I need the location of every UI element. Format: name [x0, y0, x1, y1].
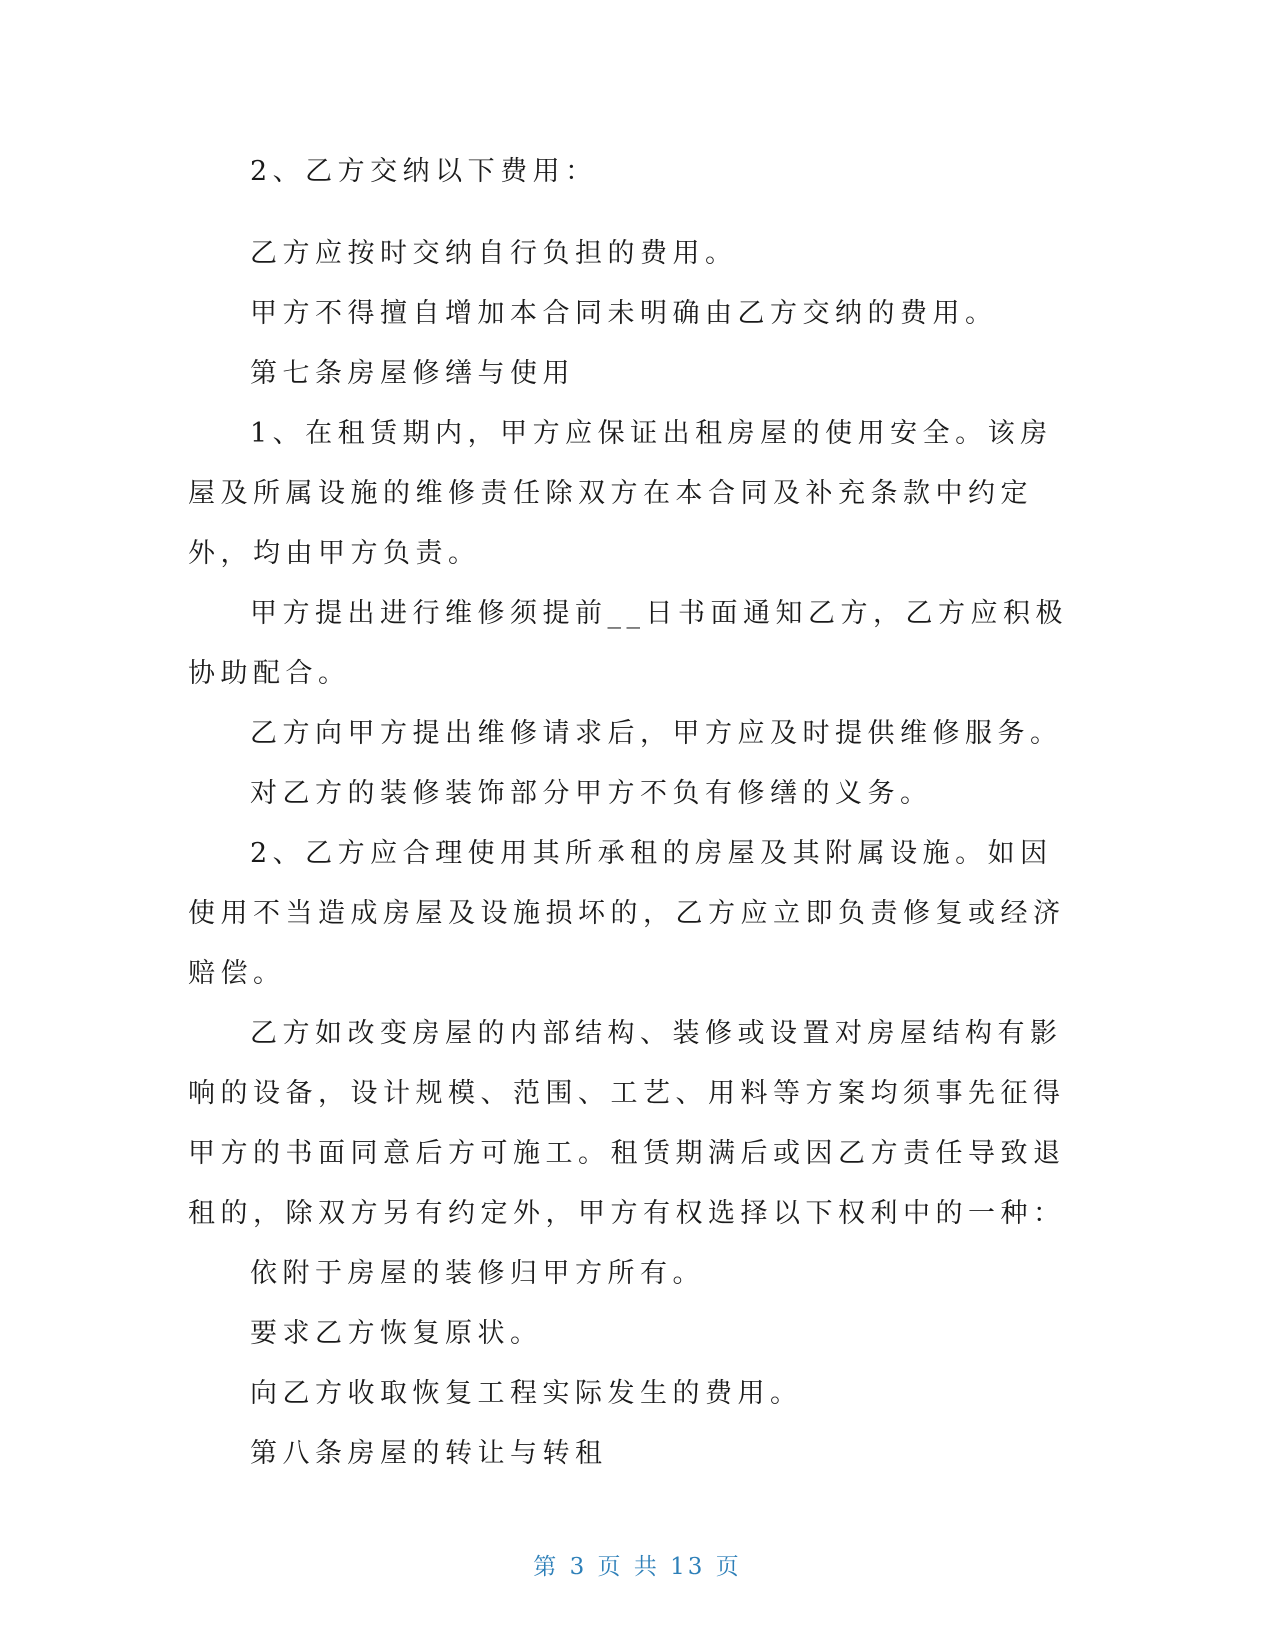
paragraph: 依附于房屋的装修归甲方所有。 — [250, 1258, 705, 1289]
page-number: 第 3 页 共 13 页 — [533, 1554, 742, 1580]
paragraph: 要求乙方恢复原状。 — [250, 1318, 543, 1349]
paragraph: 甲方提出进行维修须提前__日书面通知乙方，乙方应积极协助配合。 — [188, 598, 1068, 689]
paragraph-fees-heading: 2、乙方交纳以下费用： — [250, 156, 598, 187]
paragraph: 对乙方的装修装饰部分甲方不负有修缮的义务。 — [250, 778, 933, 809]
paragraph: 乙方应按时交纳自行负担的费用。 — [250, 238, 738, 269]
paragraph: 乙方向甲方提出维修请求后，甲方应及时提供维修服务。 — [250, 718, 1063, 749]
paragraph: 2、乙方应合理使用其所承租的房屋及其附属设施。如因使用不当造成房屋及设施损坏的，乙方应立即负责修复或经济赔偿。 — [188, 838, 1066, 989]
paragraph: 甲方不得擅自增加本合同未明确由乙方交纳的费用。 — [250, 298, 998, 329]
section-heading-article-7: 第七条房屋修缮与使用 — [250, 358, 575, 389]
paragraph: 向乙方收取恢复工程实际发生的费用。 — [250, 1378, 803, 1409]
paragraph: 1、在租赁期内，甲方应保证出租房屋的使用安全。该房屋及所属设施的维修责任除双方在本合同及补充条款中约定外，均由甲方负责。 — [188, 418, 1053, 569]
paragraph: 乙方如改变房屋的内部结构、装修或设置对房屋结构有影响的设备，设计规模、范围、工艺、用料等方案均须事先征得甲方的书面同意后方可施工。租赁期满后或因乙方责任导致退租的，除双方另有约定外，甲方有权选择以下权利中的一种： — [188, 1018, 1066, 1229]
section-heading-article-8: 第八条房屋的转让与转租 — [250, 1438, 608, 1469]
document-body — [188, 142, 1078, 1484]
